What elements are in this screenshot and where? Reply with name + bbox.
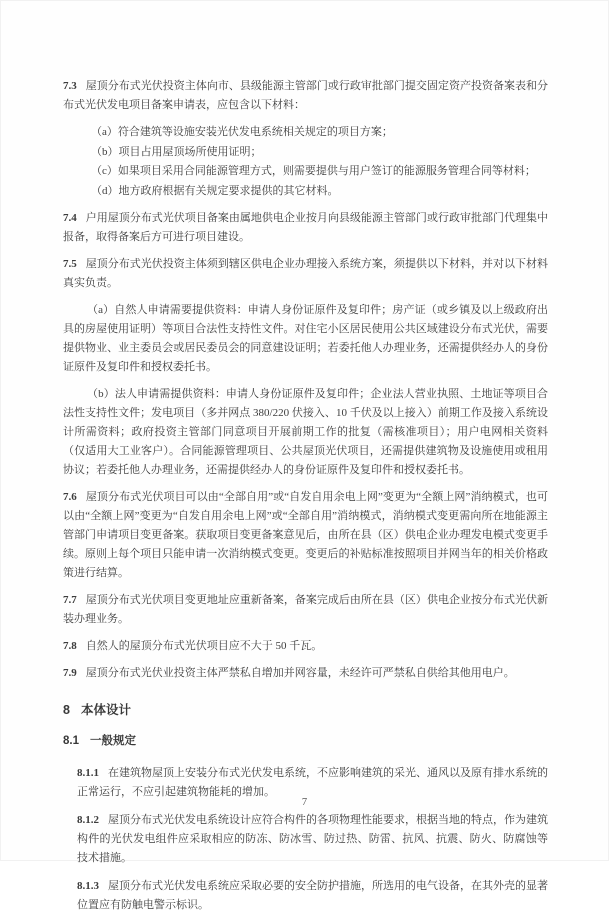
- clause-number: 7.4: [63, 212, 77, 224]
- subsection-heading-8-1: [63, 735, 548, 748]
- list-item-c: （c）如果项目采用合同能源管理方式，则需要提供与用户签订的能源服务管理合同等材料；: [91, 165, 536, 177]
- clause-text: 屋顶分布式光伏业投资主体严禁私自增加并网容量，未经许可严禁私自供给其他用电户。: [85, 667, 515, 679]
- subsection-number: 8.1: [63, 735, 79, 747]
- list-item-b: （b）项目占用屋顶场所使用证明；: [91, 145, 262, 158]
- clause-7-5-item-a: （a）自然人申请需要提供资料：申请人身份证原件及复印件；房产证（或乡镇及以上级政府出具的房屋使用证明）等项目合法性支持性文件。对住宅小区居民使用公共区域建设分布式光伏，需要提供物业、业主委员会或居民委员会的同意建设证明；若委托他人办理业务，还需提供经办人的身份证原件及复印件和授权委托书。: [63, 304, 548, 373]
- clause-number: 7.6: [63, 491, 77, 503]
- clause-text: 户用屋顶分布式光伏项目备案由属地供电企业按月向县级能源主管部门或行政审批部门代理集中报备，取得备案后方可进行项目建设。: [63, 212, 548, 243]
- clause-number: 7.3: [63, 80, 77, 92]
- clause-7-3-list: [63, 123, 548, 201]
- page-number: 7: [301, 797, 308, 808]
- subsection-title: 一般规定: [90, 735, 136, 747]
- clause-number: 7.9: [63, 667, 77, 679]
- clause-text: 屋顶分布式光伏项目可以由“全部自用”或“自发自用余电上网”变更为“全额上网”消纳模式，也可以由“全额上网”变更为“自发自用余电上网”或“全部自用”消纳模式，消纳模式变更需向所在地能源主管部门申请项目变更备案。获取项目变更备案意见后，由所在县（区）供电企业办理发电模式变更手续。原则上每个项目只能申请一次消纳模式变更。变更后的补贴标准按照项目并网当年的相关价格政策进行结算。: [63, 491, 548, 579]
- clause-number: 7.8: [63, 640, 77, 652]
- section-number: 8: [63, 703, 70, 717]
- section-heading-8: [63, 703, 548, 717]
- clause-8-1-3: [63, 877, 548, 915]
- list-item-a: （a）符合建筑等设施安装光伏发电系统相关规定的项目方案；: [91, 126, 393, 138]
- clause-8-1-2: [63, 811, 548, 868]
- clause-text: 屋顶分布式光伏投资主体向市、县级能源主管部门或行政审批部门提交固定资产投资备案表和分布式光伏发电项目备案申请表，应包含以下材料：: [63, 80, 548, 111]
- clause-7-9: [63, 664, 548, 683]
- clause-text: 屋顶分布式光伏项目变更地址应重新备案，备案完成后由所在县（区）供电企业按分布式光伏新装办理业务。: [63, 594, 548, 625]
- clause-number: 7.5: [63, 258, 77, 270]
- clause-7-7: [63, 591, 548, 629]
- clause-7-8: [63, 637, 548, 656]
- clause-7-4: [63, 209, 548, 247]
- clause-number: 7.7: [63, 594, 77, 606]
- clause-text: 屋顶分布式光伏发电系统设计应符合构件的各项物理性能要求，根据当地的特点，作为建筑构件的光伏发电组件应采取相应的防冻、防冰雪、防过热、防雷、抗风、抗震、防火、防腐蚀等技术措施。: [77, 814, 548, 864]
- clause-number: 8.1.2: [77, 814, 99, 826]
- clause-7-3: [63, 77, 548, 115]
- clause-number: 8.1.3: [77, 880, 99, 892]
- clause-7-6: [63, 488, 548, 583]
- clause-text: 自然人的屋顶分布式光伏项目应不大于 50 千瓦。: [85, 640, 323, 652]
- section-title: 本体设计: [80, 703, 131, 717]
- clause-text: 屋顶分布式光伏投资主体须到辖区供电企业办理接入系统方案，须提供以下材料，并对以下材料真实负责。: [63, 258, 548, 289]
- clause-text: 在建筑物屋顶上安装分布式光伏发电系统，不应影响建筑的采光、通风以及原有排水系统的正常运行，不应引起建筑物能耗的增加。: [77, 767, 548, 798]
- list-item-d: （d）地方政府根据有关规定要求提供的其它材料。: [91, 184, 339, 197]
- clause-7-5: [63, 255, 548, 293]
- clause-7-5-item-b: （b）法人申请需提供资料：申请人身份证原件及复印件；企业法人营业执照、土地证等项目合法性支持性文件；发电项目（多并网点 380/220 伏接入、10 千伏及以上接入）前期工作及接入系统设计所需资料；政府投资主管部门同意项目开展前期工作的批复（需核准项目）；用户电网相关资料（仅适用大工业客户）。合同能源管理项目、公共屋顶光伏项目，还需提供建筑物及设施使用或租用协议；若委托他人办理业务，还需提供经办人的身份证原件及复印件和授权委托书。: [63, 388, 548, 476]
- clause-number: 8.1.1: [77, 767, 99, 779]
- clause-text: 屋顶分布式光伏发电系统应采取必要的安全防护措施，所选用的电气设备，在其外壳的显著位置应有防触电警示标识。: [77, 880, 548, 911]
